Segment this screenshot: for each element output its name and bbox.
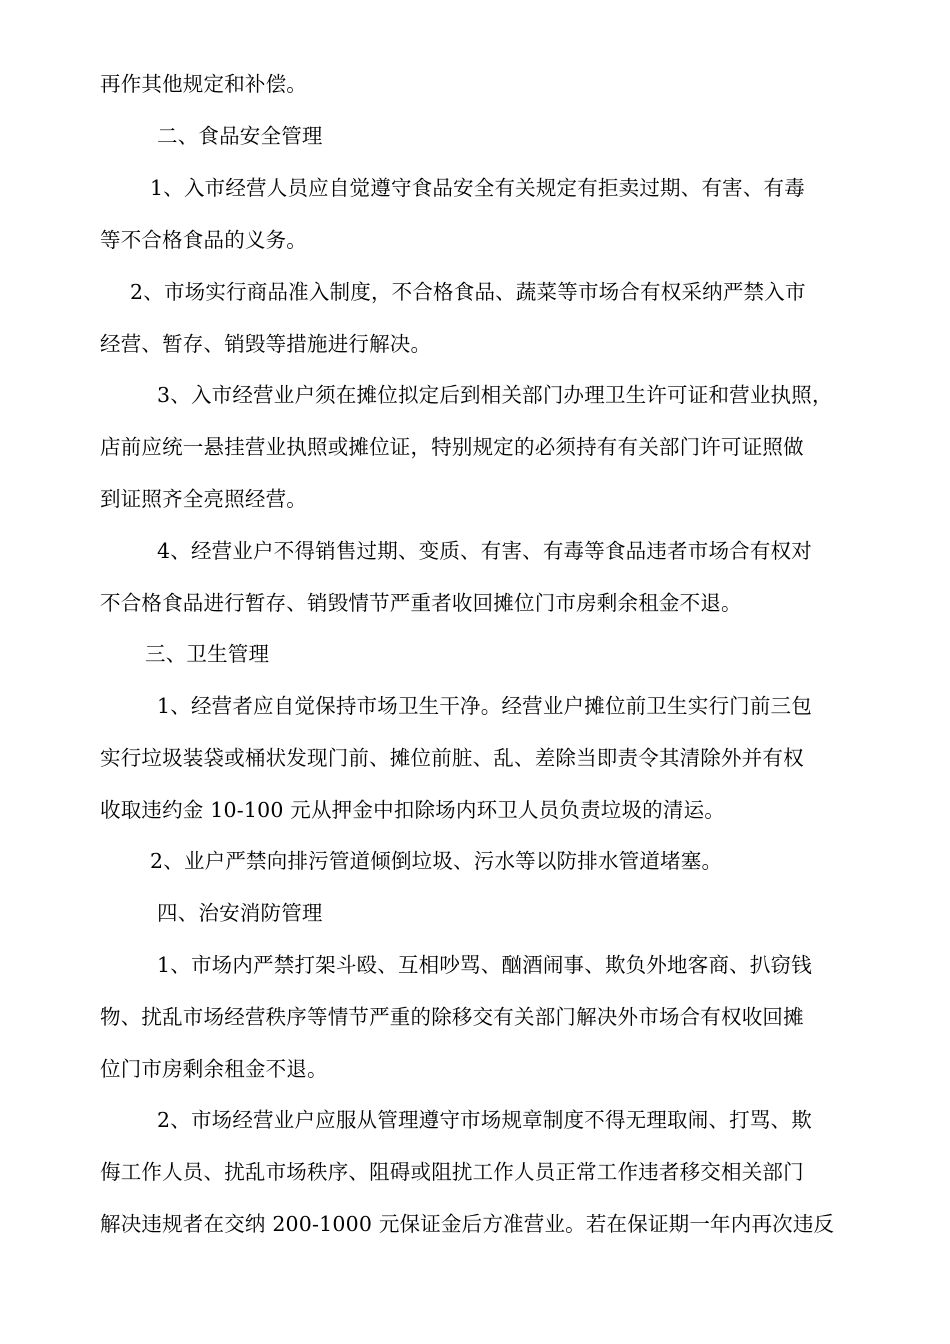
- text-line: 经营、暂存、销毁等措施进行解决。: [100, 332, 432, 356]
- text-line: 2、业户严禁向排污管道倾倒垃圾、污水等以防排水管道堵塞。: [150, 849, 723, 873]
- text-line: 不合格食品进行暂存、销毁情节严重者收回摊位门市房剩余租金不退。: [100, 591, 742, 615]
- text-line: 1、市场内严禁打架斗殴、互相吵骂、酗酒闹事、欺负外地客商、扒窃钱: [157, 953, 812, 977]
- text-line: 再作其他规定和补偿。: [100, 72, 307, 96]
- text-line: 解决违规者在交纳 200-1000 元保证金后方准营业。若在保证期一年内再次违反: [100, 1212, 835, 1236]
- text-line: 等不合格食品的义务。: [100, 228, 307, 252]
- text-line: 2、市场经营业户应服从管理遵守市场规章制度不得无理取闹、打骂、欺: [157, 1108, 812, 1132]
- text-line: 2、市场实行商品准入制度，不合格食品、蔬菜等市场合有权采纳严禁入市: [130, 280, 806, 304]
- text-line: 店前应统一悬挂营业执照或摊位证，特别规定的必须持有有关部门许可证照做: [100, 435, 804, 459]
- text-line: 实行垃圾装袋或桶状发现门前、摊位前脏、乱、差除当即责令其清除外并有权: [100, 746, 804, 770]
- text-line: 侮工作人员、扰乱市场秩序、阻碍或阻扰工作人员正常工作违者移交相关部门: [100, 1160, 804, 1184]
- text-line: 3、入市经营业户须在摊位拟定后到相关部门办理卫生许可证和营业执照，: [157, 383, 833, 407]
- section-heading-hygiene: 三、卫生管理: [145, 642, 270, 666]
- text-line: 4、经营业户不得销售过期、变质、有害、有毒等食品违者市场合有权对: [157, 539, 812, 563]
- text-line: 收取违约金 10-100 元从押金中扣除场内环卫人员负责垃圾的清运。: [100, 798, 725, 822]
- text-line: 1、入市经营人员应自觉遵守食品安全有关规定有拒卖过期、有害、有毒: [150, 176, 805, 200]
- text-line: 1、经营者应自觉保持市场卫生干净。经营业户摊位前卫生实行门前三包: [157, 694, 812, 718]
- text-line: 到证照齐全亮照经营。: [100, 487, 307, 511]
- section-heading-food-safety: 二、食品安全管理: [157, 124, 323, 148]
- text-line: 物、扰乱市场经营秩序等情节严重的除移交有关部门解决外市场合有权收回摊: [100, 1005, 804, 1029]
- section-heading-security-fire: 四、治安消防管理: [157, 901, 323, 925]
- text-line: 位门市房剩余租金不退。: [100, 1057, 328, 1081]
